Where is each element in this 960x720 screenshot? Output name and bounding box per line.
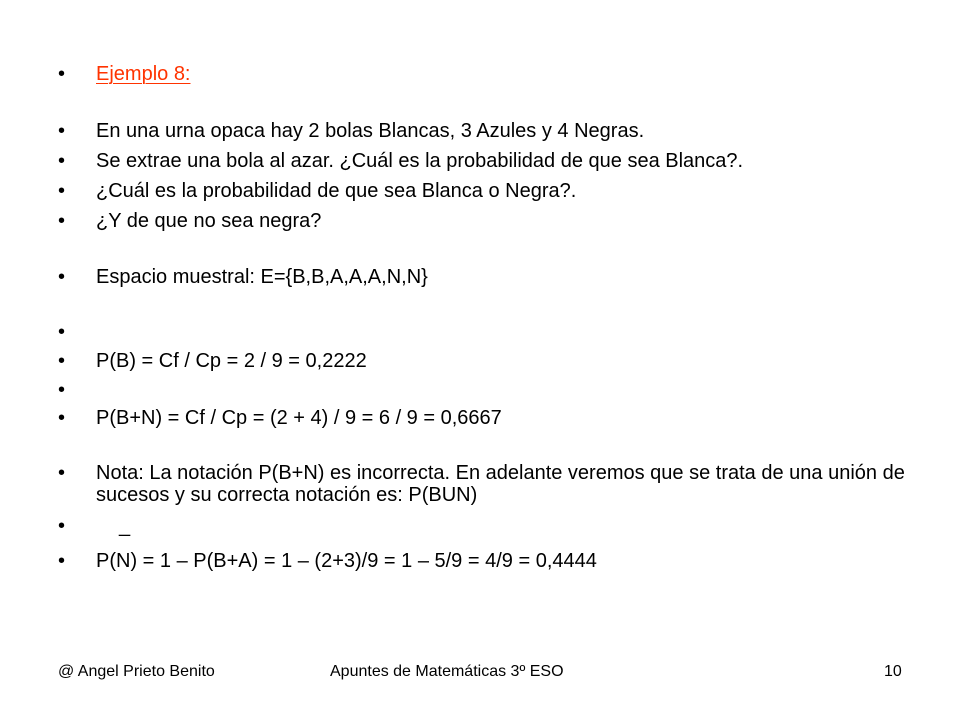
notation-note: Nota: La notación P(B+N) es incorrecta. En adelante veremos que se trata de una unión de sucesos y su correcta notación es: P(BUN) (96, 462, 905, 506)
bullet-icon: • (58, 379, 66, 401)
problem-statement-urn: En una urna opaca hay 2 bolas Blancas, 3 Azules y 4 Negras. (96, 120, 645, 142)
complement-overbar: _ (119, 515, 131, 537)
probability-white: P(B) = Cf / Cp = 2 / 9 = 0,2222 (96, 350, 367, 372)
question-white-or-black: ¿Cuál es la probabilidad de que sea Blanca o Negra?. (96, 180, 577, 202)
question-white-probability: Se extrae una bola al azar. ¿Cuál es la probabilidad de que sea Blanca?. (96, 150, 744, 172)
bullet-icon: • (58, 407, 66, 429)
bullet-icon: • (58, 63, 66, 85)
example-title-link[interactable]: Ejemplo 8: (96, 63, 191, 85)
bullet-icon: • (58, 550, 66, 572)
bullet-icon: • (58, 350, 66, 372)
bullet-icon: • (58, 321, 66, 343)
bullet-icon: • (58, 150, 66, 172)
bullet-icon: • (58, 462, 66, 484)
bullet-icon: • (58, 120, 66, 142)
bullet-icon: • (58, 515, 66, 537)
question-not-black: ¿Y de que no sea negra? (96, 210, 322, 232)
probability-not-black: P(N) = 1 – P(B+A) = 1 – (2+3)/9 = 1 – 5/9 = 4/9 = 0,4444 (96, 550, 597, 572)
footer-course-title: Apuntes de Matemáticas 3º ESO (330, 663, 564, 680)
probability-white-or-black: P(B+N) = Cf / Cp = (2 + 4) / 9 = 6 / 9 = 0,6667 (96, 407, 502, 429)
bullet-icon: • (58, 180, 66, 202)
sample-space: Espacio muestral: E={B,B,A,A,A,N,N} (96, 266, 428, 288)
footer-page-number: 10 (884, 663, 902, 680)
bullet-icon: • (58, 210, 66, 232)
footer-author: @ Angel Prieto Benito (58, 663, 215, 680)
bullet-icon: • (58, 266, 66, 288)
